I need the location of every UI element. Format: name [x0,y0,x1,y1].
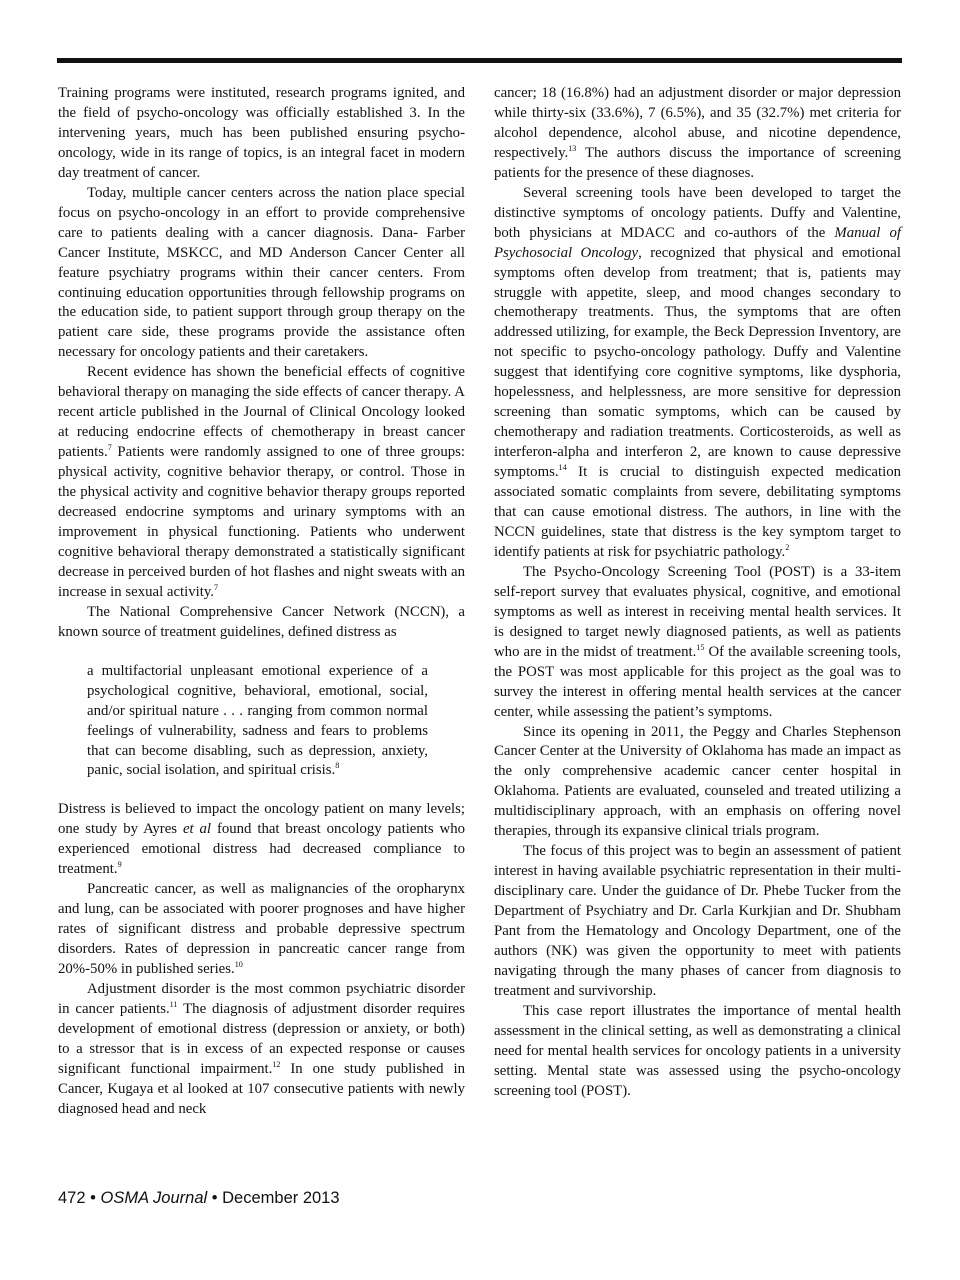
paragraph [494,184,901,563]
paragraph-text: Today, multiple cancer centers across the nation place special focus on psycho-oncology in an effort to provide comprehensive care to patients dealing with a cancer diagnosis. Dana- Farber Cancer Institute, MSKCC, and MD Anderson Cancer Center all feature psychiatry programs within their cancer centers. From continuing education opportunities through fellowship programs on the education side, to patient support through group therapy on the patient care side, these programs provide the assistance often necessary for oncology patients and their caretakers. [58,184,465,361]
paragraph-text: Pancreatic cancer, as well as malignancies of the oropharynx and lung, can be associated with poorer prognoses and have higher rates of significant distress and probable depressive spectrum disorders. Rates of depression in pancreatic cancer range from 20%-50% in published series. [58,881,465,978]
paragraph [58,603,465,643]
paragraph-text: Recent evidence has shown the beneficial effects of cognitive behavioral therapy on managing the side effects of cancer therapy. A recent article published in the Journal of Clinical Oncology looked at reducing endocrine effects of chemotherapy in breast cancer patients. [58,364,465,461]
footer-separator: • [85,1189,101,1207]
paragraph-text: The focus of this project was to begin an assessment of patient interest in having available psychiatric representation in their multi-disciplinary care. Under the guidance of Dr. Phebe Tucker from the Department of Psychiatry and Dr. Carla Kurkjian and Dr. Shubham Pant from the Hematology and Oncology Department, one of the authors (NK) was given the opportunity to meet with patients navigating through the many phases of cancer from diagnosis to treatment and survivorship. [494,843,901,999]
paragraph-text: , recognized that physical and emotional symptoms often develop from treatment; that is, patients may struggle with appetite, sleep, and mood changes secondary to chemotherapy treatments. Thus, the symptoms that are often addressed utilizing, for example, the Beck Depression Inventory, are not specific to psycho-oncology pathology. Duffy and Valentine suggest that identifying core cognitive symptoms, like dysphoria, hopelessness, and helplessness, are more sensitive for depression screening than somatic symptoms, which can be caused by chemotherapy and radiation treatments. Corticosteroids, as well as interferon-alpha and interferon 2, are known to cause depressive symptoms. [494,244,901,481]
issue-date: December 2013 [222,1189,340,1207]
paragraph-text: The Psycho-Oncology Screening Tool (POST) is a 33-item self-report survey that evaluates physical, cognitive, and emotional symptoms as well as interest in receiving mental health services. It is designed to target newly diagnosed patients, as well as patients who are in the midst of treatment. [494,563,901,660]
citation-ref: 15 [696,642,705,652]
paragraph [58,363,465,602]
page-footer [58,1189,340,1208]
paragraph-text: Of the available screening tools, the POST was most applicable for this project as the goal was to survey the interest in offering mental health services at the cancer center, while assessing the patient’s symptoms. [494,643,901,720]
paragraph [494,1002,901,1102]
paragraph [58,980,465,1120]
citation-ref: 7 [214,582,219,592]
paragraph-text: cancer; 18 (16.8%) had an adjustment disorder or major depression while thirty-six (33.6%), 7 (6.5%), and 35 (32.7%) met criteria for alcohol dependence, alcohol abuse, and nicotine dependence, respectively. [494,85,901,161]
left-column [58,84,465,1120]
citation-ref: 12 [272,1059,281,1069]
footer-separator: • [207,1189,223,1207]
paragraph [494,723,901,843]
italic-text: et al [182,821,212,838]
citation-ref: 13 [568,143,577,153]
paragraph-text: The diagnosis of adjustment disorder requires development of emotional distress (depression or anxiety, or both) to a stressor that is in excess of an expected response or causes significant functional impairment. [58,1000,465,1077]
quote-text: a multifactorial unpleasant emotional experience of a psychological cognitive, behavioral, emotional, social, and/or spiritual nature . . . ranging from common normal feelings of vulnerability, sadness and fears to problems that can become disabling, such as depression, anxiety, panic, social isolation, and spiritual crisis. [87,662,428,779]
citation-ref: 11 [169,1000,178,1010]
paragraph-text: Several screening tools have been developed to target the distinctive symptoms of oncology patients. Duffy and Valentine, both physicians at MDACC and co-authors of the [494,184,901,241]
paragraph [58,84,465,184]
paragraph [494,563,901,723]
journal-name: OSMA Journal [100,1189,208,1207]
paragraph-text: found that breast oncology patients who experienced emotional distress had decreased compliance to treatment. [58,821,466,878]
citation-ref: 7 [107,443,112,453]
paragraph-text: Since its opening in 2011, the Peggy and Charles Stephenson Cancer Center at the University of Oklahoma has made an impact as the only comprehensive academic cancer center hospital in Oklahoma. Patients are evaluated, counseled and treated utilizing a multidisciplinary approach, with an emphasis on offering novel therapies, through its expansive clinical trials program. [494,723,901,840]
paragraph-text: Distress is believed to impact the oncology patient on many levels; one study by Ayres [58,801,465,838]
paragraph-text: In one study published in Cancer, Kugaya et al looked at 107 consecutive patients with newly diagnosed head and neck [58,1060,465,1117]
paragraph-text: Adjustment disorder is the most common psychiatric disorder in cancer patients. [58,980,465,1017]
citation-ref: 14 [558,463,567,473]
paragraph [494,842,901,1002]
paragraph-text: Training programs were instituted, research programs ignited, and the field of psycho-oncology was officially established 3. In the intervening years, much has been published ensuring psycho-oncology, wide in its range of topics, is an integral facet in modern day treatment of cancer. [58,85,465,181]
top-rule [57,58,902,63]
paragraph [494,84,901,184]
citation-ref: 2 [785,543,790,552]
paragraph [58,184,465,364]
paragraph-text: The authors discuss the importance of screening patients for the presence of these diagnoses. [494,144,901,181]
paragraph-text: It is crucial to distinguish expected medication associated somatic complaints from severe, debilitating symptoms that can cause emotional distress. The authors, in line with the NCCN guidelines, state that distress is the key symptom target to identify patients at risk for psychiatric pathology. [494,464,901,560]
citation-ref: 9 [117,860,122,870]
citation-ref: 10 [234,960,243,970]
paragraph-text: Patients were randomly assigned to one of three groups: physical activity, cognitive behavior therapy, or control. Those in the physical activity and cognitive behavior therapy groups reported decreased endocrine symptoms and urinary symptoms with an improvement in physical functioning. Patients who underwent cognitive behavioral therapy demonstrated a statistically significant decrease in perceived burden of hot flashes and night sweats with an increase in sexual activity. [58,444,465,600]
paragraph-text: The National Comprehensive Cancer Network (NCCN), a known source of treatment guidelines, defined distress as [58,603,465,640]
book-title: Manual of Psychosocial Oncology [494,224,901,261]
paragraph [58,880,465,980]
block-quote [87,662,428,782]
citation-ref: 8 [335,761,340,771]
paragraph [58,800,465,880]
right-column [494,84,901,1102]
paragraph-text: This case report illustrates the importance of mental health assessment in the clinical setting, as well as demonstrating a clinical need for mental health services for oncology patients in a university setting. Mental state was assessed using the psycho-oncology screening tool (POST). [494,1002,901,1099]
page-number: 472 [58,1189,86,1207]
